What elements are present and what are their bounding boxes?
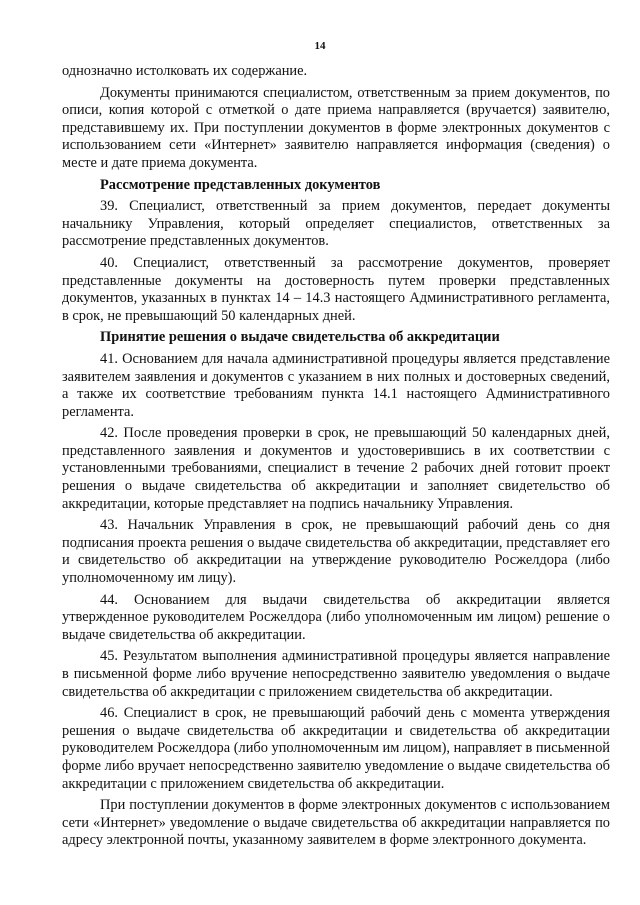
paragraph-40: 40. Специалист, ответственный за рассмотрение документов, проверяет представленные документы на достоверность путем проверки представленных документов, указанных в пунктах 14 – 14.3 настоящего Административного регламента, в срок, не превышающий 50 календарных дней. <box>62 254 610 324</box>
paragraph-43: 43. Начальник Управления в срок, не превышающий рабочий день со дня подписания проекта решения о выдаче свидетельства об аккредитации, представляет его и свидетельство об аккредитации на утверждение руководителю Росжелдора (либо уполномоченному им лицу). <box>62 517 610 587</box>
section-heading-review: Рассмотрение представленных документов <box>100 176 381 193</box>
section-heading-decision: Принятие решения о выдаче свидетельства об аккредитации <box>100 329 500 346</box>
paragraph-electronic-notification: При поступлении документов в форме электронных документов с использованием сети «Интернет» уведомление о выдаче свидетельства об аккредитации направляется по адресу электронной почты, указанному заявителем в форме электронного документа. <box>62 797 610 849</box>
paragraph-39: 39. Специалист, ответственный за прием документов, передает документы начальнику Управления, который определяет специалистов, ответственных за рассмотрение представленных документов. <box>62 198 610 250</box>
paragraph-44: 44. Основанием для выдачи свидетельства об аккредитации является утвержденное руководителем Росжелдора (либо уполномоченным им лицом) решение о выдаче свидетельства об аккредитации. <box>62 591 610 643</box>
document-body <box>62 63 610 854</box>
paragraph-continuation: однозначно истолковать их содержание. <box>62 63 308 79</box>
page-number: 14 <box>314 40 326 52</box>
paragraph-45: 45. Результатом выполнения административной процедуры является направление в письменной форме либо вручение непосредственно заявителю уведомления о выдаче свидетельства об аккредитации с приложением свидетельства об аккредитации. <box>62 648 610 700</box>
paragraph-42: 42. После проведения проверки в срок, не превышающий 50 календарных дней, представленного заявления и документов и удостоверившись в их соответствии с установленными требованиями, специалист в течение 2 рабочих дней готовит проект решения о выдаче свидетельства об аккредитации и заполняет свидетельство об аккредитации, которые представляет на подпись начальнику Управления. <box>62 425 610 512</box>
paragraph-41: 41. Основанием для начала административной процедуры является представление заявителем заявления и документов с указанием в них полных и достоверных сведений, а также их соответствие требованиям пункта 14.1 настоящего Административного регламента. <box>62 350 610 420</box>
paragraph-documents-acceptance: Документы принимаются специалистом, ответственным за прием документов, по описи, копия которой с отметкой о дате приема направляется (вручается) заявителю, представившему их. При поступлении документов в форме электронных документов с использованием сети «Интернет» заявителю направляется информация (сведения) о месте и дате приема документа. <box>62 84 610 171</box>
paragraph-46: 46. Специалист в срок, не превышающий рабочий день с момента утверждения решения о выдаче свидетельства об аккредитации и свидетельства об аккредитации руководителем Росжелдора (либо уполномоченным им лицом), направляет в письменной форме либо вручает непосредственно заявителю уведомление о выдаче свидетельства об аккредитации с приложением свидетельства об аккредитации. <box>62 705 610 792</box>
